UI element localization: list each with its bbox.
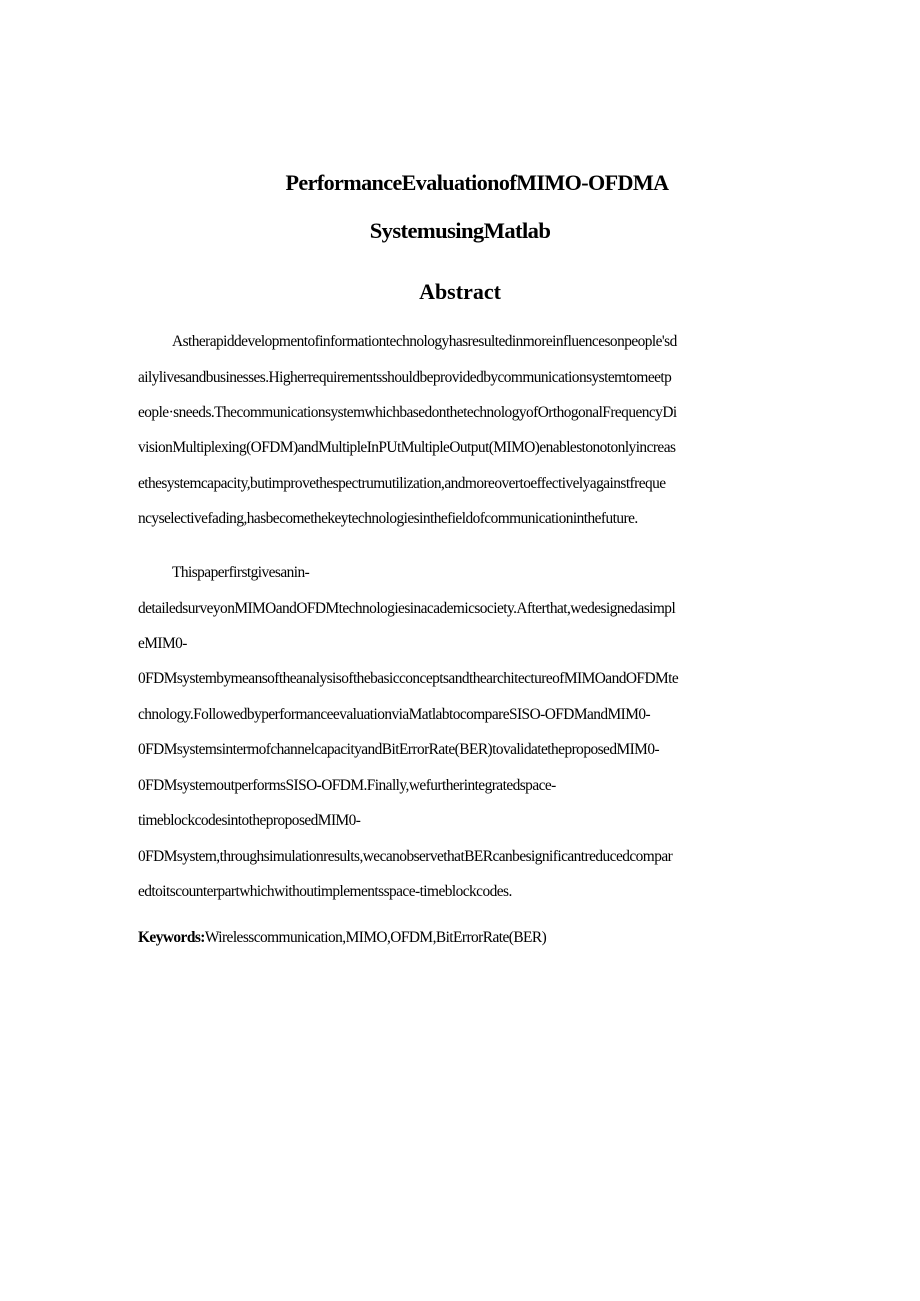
paragraph-2-line-6: 0FDMsystemsintermofchannelcapacityandBitErrorRate(BER)tovalidatetheproposedMIM0- — [138, 741, 660, 758]
paragraph-2-line-9: 0FDMsystem,throughsimulationresults,wecanobservethatBERcanbesignificantreducedcompar — [138, 848, 673, 865]
keywords-text: Wirelesscommunication,MIMO,OFDM,BitErrorRate(BER) — [204, 929, 547, 946]
paragraph-2-line-1: Thispaperfirstgivesanin- — [172, 564, 310, 581]
paragraph-1-line-1: Astherapiddevelopmentofinformationtechnologyhasresultedinmoreinfluencesonpeople'sd — [172, 333, 677, 350]
paragraph-2-line-5: chnology.FollowedbyperformanceevaluationviaMatlabtocompareSISO-OFDMandMIM0- — [138, 706, 651, 723]
paragraph-2-line-3: eMIM0- — [138, 635, 187, 652]
paragraph-2-line-7: 0FDMsystemoutperformsSISO-OFDM.Finally,wefurtherintegratedspace- — [138, 777, 556, 794]
paragraph-1-line-5: ethesystemcapacity,butimprovethespectrumutilization,andmoreovertoeffectivelyagainstfreque — [138, 475, 666, 492]
paragraph-1-line-4: visionMultiplexing(OFDM)andMultipleInPUtMultipleOutput(MIMO)enablestonotonlyincreas — [138, 439, 676, 456]
title-line-2: SystemusingMatlab — [369, 218, 551, 243]
paragraph-2-line-2: detailedsurveyonMIMOandOFDMtechnologiesinacademicsociety.Afterthat,wedesignedasimpl — [138, 600, 676, 617]
paragraph-2-line-4: 0FDMsystembymeansoftheanalysisofthebasicconceptsandthearchitectureofMIMOandOFDMte — [138, 670, 679, 687]
paragraph-1-line-2: ailylivesandbusinesses.Higherrequirementsshouldbeprovidedbycommunicationsystemtomeetp — [138, 369, 672, 386]
keywords-line — [138, 929, 546, 947]
paragraph-2-line-8: timeblockcodesintotheproposedMIM0- — [138, 812, 361, 829]
paragraph-1-line-3: eople·sneeds.ThecommunicationsystemwhichbasedonthetechnologyofOrthogonalFrequencyDi — [138, 404, 677, 421]
abstract-heading: Abstract — [419, 279, 501, 304]
paragraph-2-line-10: edtoitscounterpartwhichwithoutimplementsspace-timeblockcodes. — [138, 883, 512, 900]
paragraph-1-line-6: ncyselectivefading,hasbecomethekeytechnologiesinthefieldofcommunicationinthefuture. — [138, 510, 638, 527]
keywords-label: Keywords: — [138, 929, 205, 946]
title-line-1: PerformanceEvaluationofMIMO-OFDMA — [285, 170, 669, 195]
